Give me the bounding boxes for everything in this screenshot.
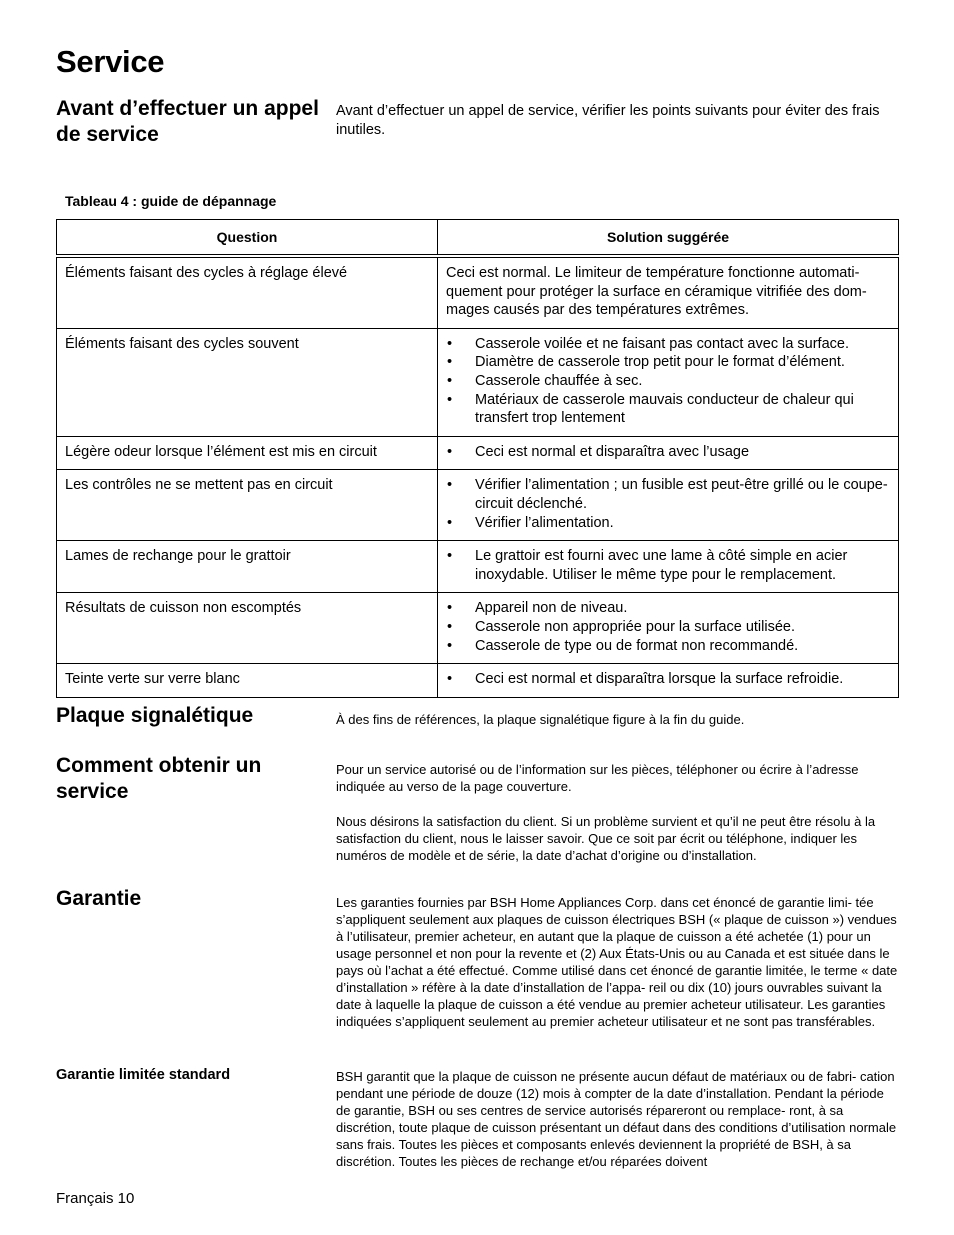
solution-bullet: • Le grattoir est fourni avec une lame à côté simple en acier inoxydable. Utiliser le même type pour le remplacement. <box>446 547 890 584</box>
solution-bullet: • Ceci est normal et disparaîtra avec l’usage <box>446 443 890 462</box>
before-call-text: Avant d’effectuer un appel de service, vérifier les points suivants pour éviter des frais inutiles. <box>336 103 880 138</box>
question-cell: Teinte verte sur verre blanc <box>57 664 438 698</box>
rating-plate-text: À des fins de références, la plaque signalétique figure à la fin du guide. <box>336 712 745 727</box>
table-caption: Tableau 4 : guide de dépannage <box>65 193 277 209</box>
solution-bullet: • Casserole voilée et ne faisant pas contact avec la surface. <box>446 335 890 354</box>
solution-cell <box>438 328 899 436</box>
solution-list <box>446 547 890 584</box>
solution-list <box>446 476 890 532</box>
table-row <box>57 664 899 698</box>
solution-list <box>446 335 890 428</box>
table-row <box>57 328 899 436</box>
table-header-row <box>57 220 899 257</box>
question-cell: Légère odeur lorsque l’élément est mis en circuit <box>57 436 438 470</box>
table-row <box>57 256 899 328</box>
solution-list <box>446 443 890 462</box>
warranty-heading: Garantie <box>56 887 142 910</box>
solution-cell <box>438 593 899 664</box>
solution-bullet: • Vérifier l’alimentation. <box>446 514 890 533</box>
question-cell: Éléments faisant des cycles souvent <box>57 328 438 436</box>
solution-bullet: • Appareil non de niveau. <box>446 599 890 618</box>
column-header-solution: Solution suggérée <box>438 220 899 257</box>
table-row <box>57 436 899 470</box>
page-title: Service <box>56 44 165 79</box>
solution-bullet: • Matériaux de casserole mauvais conducteur de chaleur qui transfert trop lentement <box>446 391 890 428</box>
get-service-paragraph: Pour un service autorisé ou de l’information sur les pièces, téléphoner ou écrire à l’adresse indiquée au verso de la page couverture. <box>336 762 859 794</box>
get-service-paragraph: Nous désirons la satisfaction du client. Si un problème survient et qu’il ne peut être résolu à la satisfaction du client, nous le laisser savoir. Que ce soit par écrit ou téléphone, indiquer les numéros de modèle et de série, la date d’achat d’origine ou d’installation. <box>336 814 876 863</box>
question-cell: Lames de rechange pour le grattoir <box>57 541 438 593</box>
solution-bullet: • Diamètre de casserole trop petit pour le format d’élément. <box>446 353 890 372</box>
solution-bullet: • Casserole de type ou de format non recommandé. <box>446 637 890 656</box>
solution-cell <box>438 436 899 470</box>
table-row <box>57 593 899 664</box>
solution-bullet: • Casserole non appropriée pour la surface utilisée. <box>446 618 890 637</box>
solution-list <box>446 599 890 655</box>
solution-list <box>446 670 890 689</box>
solution-text: Ceci est normal. Le limiteur de température fonctionne automati- quement pour protéger la surface en céramique vitrifiée des dom- mages causés par des températures extrêmes. <box>446 265 867 319</box>
table-row <box>57 541 899 593</box>
solution-bullet: • Vérifier l’alimentation ; un fusible est peut-être grillé ou le coupe-circuit déclenché. <box>446 476 890 513</box>
page-footer: Français 10 <box>56 1190 135 1207</box>
table-row <box>57 470 899 541</box>
solution-bullet: • Ceci est normal et disparaîtra lorsque la surface refroidie. <box>446 670 890 689</box>
column-header-question: Question <box>57 220 438 257</box>
solution-bullet: • Casserole chauffée à sec. <box>446 372 890 391</box>
before-call-heading: Avant d’effectuer un appel de service <box>56 97 319 146</box>
solution-cell <box>438 470 899 541</box>
question-cell: Les contrôles ne se mettent pas en circuit <box>57 470 438 541</box>
solution-cell <box>438 664 899 698</box>
get-service-heading: Comment obtenir un service <box>56 754 262 803</box>
warranty-text: Les garanties fournies par BSH Home Appliances Corp. dans cet énoncé de garantie limi- tée s’appliquent seulement aux plaques de cuisson électriques BSH (« plaque de cuisson ») vendues à l’utilisateur, premier acheteur, en autant que la plaque de cuisson a été achetée (1) pour un usage personnel et non pour la revente et (2) Aux États-Unis ou au Canada et est située dans le pays où l’achat a été effectué. Comme utilisé dans cet énoncé de garantie limitée, le terme « date d’installation » réfère à la date d’installation de l’appa- reil ou dix (10) jours ouvrables suivant la date à laquelle la plaque de cuisson a été vendue au premier acheteur utilisateur. Les garanties indiquées s’appliquent seulement au premier acheteur utilisateur et ne sont pas transférables. <box>336 895 898 1029</box>
solution-cell <box>438 541 899 593</box>
solution-cell <box>438 256 899 328</box>
standard-warranty-heading: Garantie limitée standard <box>56 1067 231 1083</box>
question-cell: Éléments faisant des cycles à réglage élevé <box>57 256 438 328</box>
question-cell: Résultats de cuisson non escomptés <box>57 593 438 664</box>
troubleshooting-table <box>56 219 899 698</box>
standard-warranty-text: BSH garantit que la plaque de cuisson ne présente aucun défaut de matériaux ou de fabri- cation pendant une période de douze (12) mois à compter de la date d’installation. Pendant la période de garantie, BSH ou ses centres de service autorisés répareront ou remplace- ront, à sa discrétion, toute plaque de cuisson présentant un défaut dans des conditions d’utilisation normale sans frais. Toutes les pièces et composants enlevés deviennent la propriété de BSH, à sa discrétion. Toutes les pièces de rechange et/ou réparées doivent <box>336 1069 897 1169</box>
rating-plate-heading: Plaque signalétique <box>56 704 254 727</box>
